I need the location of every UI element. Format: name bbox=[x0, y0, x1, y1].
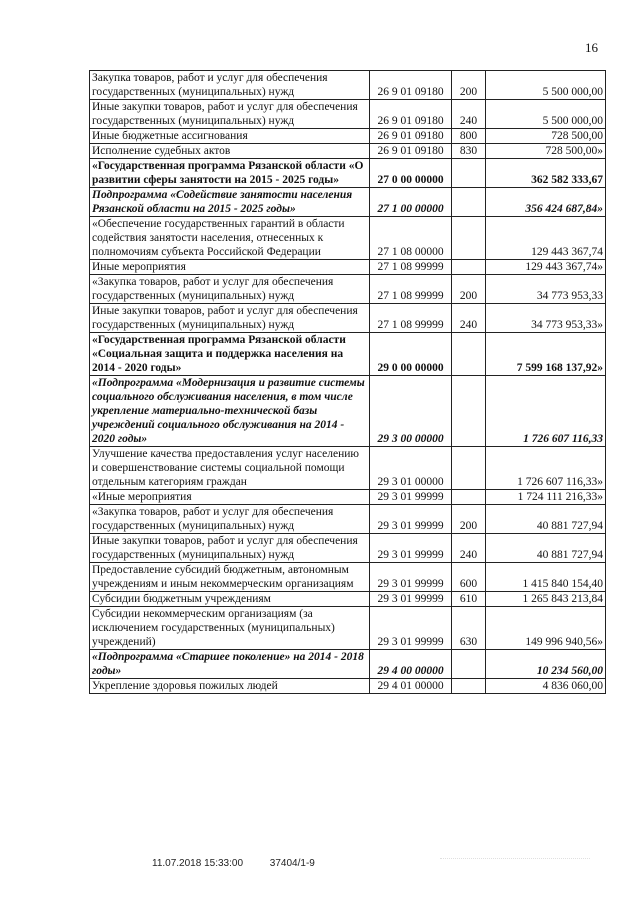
row-name: Субсидии бюджетным учреждениям bbox=[90, 592, 370, 607]
row-code: 26 9 01 09180 bbox=[370, 71, 452, 100]
row-name: «Иные мероприятия bbox=[90, 490, 370, 505]
row-name: Укрепление здоровья пожилых людей bbox=[90, 679, 370, 694]
row-sum: 5 500 000,00 bbox=[486, 71, 606, 100]
table-row bbox=[90, 304, 606, 333]
row-sum: 7 599 168 137,92» bbox=[486, 333, 606, 376]
row-sum: 5 500 000,00 bbox=[486, 100, 606, 129]
row-expense-type bbox=[452, 159, 486, 188]
row-expense-type: 200 bbox=[452, 275, 486, 304]
row-sum: 4 836 060,00 bbox=[486, 679, 606, 694]
row-name: Подпрограмма «Содействие занятости населения Рязанской области на 2015 - 2025 годы» bbox=[90, 188, 370, 217]
table-row bbox=[90, 563, 606, 592]
row-expense-type: 830 bbox=[452, 144, 486, 159]
row-code: 27 1 08 99999 bbox=[370, 304, 452, 333]
row-expense-type: 240 bbox=[452, 100, 486, 129]
row-expense-type bbox=[452, 679, 486, 694]
row-sum: 149 996 940,56» bbox=[486, 607, 606, 650]
row-code: 29 3 01 99999 bbox=[370, 592, 452, 607]
row-expense-type: 200 bbox=[452, 71, 486, 100]
row-name: «Государственная программа Рязанской области «О развитии сферы занятости на 2015 - 2025 годы» bbox=[90, 159, 370, 188]
row-expense-type bbox=[452, 260, 486, 275]
table-row bbox=[90, 275, 606, 304]
footer bbox=[152, 858, 339, 869]
row-name: Иные мероприятия bbox=[90, 260, 370, 275]
row-code: 27 0 00 00000 bbox=[370, 159, 452, 188]
row-expense-type: 800 bbox=[452, 129, 486, 144]
scan-watermark bbox=[440, 858, 590, 869]
table-row bbox=[90, 592, 606, 607]
row-sum: 1 415 840 154,40 bbox=[486, 563, 606, 592]
row-sum: 34 773 953,33 bbox=[486, 275, 606, 304]
table-row bbox=[90, 71, 606, 100]
row-name: Иные закупки товаров, работ и услуг для обеспечения государственных (муниципальных) нужд bbox=[90, 304, 370, 333]
row-name: Субсидии некоммерческим организациям (за исключением государственных (муниципальных) учреждений) bbox=[90, 607, 370, 650]
row-name: Исполнение судебных актов bbox=[90, 144, 370, 159]
row-expense-type bbox=[452, 217, 486, 260]
footer-timestamp: 11.07.2018 15:33:00 bbox=[152, 858, 244, 869]
row-expense-type bbox=[452, 188, 486, 217]
row-sum: 40 881 727,94 bbox=[486, 505, 606, 534]
row-sum: 10 234 560,00 bbox=[486, 650, 606, 679]
row-code: 27 1 00 00000 bbox=[370, 188, 452, 217]
row-code: 27 1 08 00000 bbox=[370, 217, 452, 260]
row-expense-type: 600 bbox=[452, 563, 486, 592]
row-sum: 1 724 111 216,33» bbox=[486, 490, 606, 505]
table-row bbox=[90, 505, 606, 534]
footer-doc-number: 37404/1-9 bbox=[269, 858, 315, 869]
row-expense-type: 200 bbox=[452, 505, 486, 534]
table-row bbox=[90, 188, 606, 217]
row-sum: 728 500,00 bbox=[486, 129, 606, 144]
row-name: Улучшение качества предоставления услуг населению и совершенствование системы социальной помощи отдельным категориям граждан bbox=[90, 447, 370, 490]
table-row bbox=[90, 607, 606, 650]
table-row bbox=[90, 534, 606, 563]
row-name: Иные закупки товаров, работ и услуг для обеспечения государственных (муниципальных) нужд bbox=[90, 100, 370, 129]
row-name: Закупка товаров, работ и услуг для обеспечения государственных (муниципальных) нужд bbox=[90, 71, 370, 100]
row-code: 29 3 01 99999 bbox=[370, 563, 452, 592]
row-name: «Подпрограмма «Старшее поколение» на 2014 - 2018 годы» bbox=[90, 650, 370, 679]
budget-table-body bbox=[90, 71, 606, 694]
page-number: 16 bbox=[585, 40, 598, 55]
row-sum: 129 443 367,74 bbox=[486, 217, 606, 260]
row-code: 29 3 01 99999 bbox=[370, 505, 452, 534]
table-row bbox=[90, 144, 606, 159]
row-code: 29 3 01 00000 bbox=[370, 447, 452, 490]
row-expense-type bbox=[452, 333, 486, 376]
row-expense-type bbox=[452, 447, 486, 490]
row-name: «Государственная программа Рязанской области «Социальная защита и поддержка населения на 2014 - 2020 годы» bbox=[90, 333, 370, 376]
row-expense-type: 240 bbox=[452, 304, 486, 333]
row-name: Иные бюджетные ассигнования bbox=[90, 129, 370, 144]
row-code: 27 1 08 99999 bbox=[370, 260, 452, 275]
row-name: «Подпрограмма «Модернизация и развитие системы социального обслуживания населения, в том числе укрепление материально-технической базы учреждений социального обслуживания на 2014 - 2020 годы» bbox=[90, 376, 370, 447]
row-expense-type bbox=[452, 650, 486, 679]
row-sum: 1 726 607 116,33 bbox=[486, 376, 606, 447]
table-row bbox=[90, 376, 606, 447]
row-sum: 362 582 333,67 bbox=[486, 159, 606, 188]
table-row bbox=[90, 100, 606, 129]
row-code: 29 3 01 99999 bbox=[370, 490, 452, 505]
row-name: «Закупка товаров, работ и услуг для обеспечения государственных (муниципальных) нужд bbox=[90, 275, 370, 304]
row-name: Иные закупки товаров, работ и услуг для обеспечения государственных (муниципальных) нужд bbox=[90, 534, 370, 563]
table-row bbox=[90, 129, 606, 144]
row-sum: 34 773 953,33» bbox=[486, 304, 606, 333]
row-expense-type: 630 bbox=[452, 607, 486, 650]
table-row bbox=[90, 260, 606, 275]
table-row bbox=[90, 159, 606, 188]
table-row bbox=[90, 679, 606, 694]
row-code: 29 4 01 00000 bbox=[370, 679, 452, 694]
row-sum: 1 726 607 116,33» bbox=[486, 447, 606, 490]
row-sum: 728 500,00» bbox=[486, 144, 606, 159]
row-name: «Закупка товаров, работ и услуг для обеспечения государственных (муниципальных) нужд bbox=[90, 505, 370, 534]
row-code: 26 9 01 09180 bbox=[370, 100, 452, 129]
row-code: 29 0 00 00000 bbox=[370, 333, 452, 376]
table-row bbox=[90, 650, 606, 679]
table-row bbox=[90, 490, 606, 505]
row-code: 27 1 08 99999 bbox=[370, 275, 452, 304]
row-sum: 356 424 687,84» bbox=[486, 188, 606, 217]
row-name: Предоставление субсидий бюджетным, автономным учреждениям и иным некоммерческим организациям bbox=[90, 563, 370, 592]
budget-table bbox=[89, 70, 606, 694]
row-expense-type: 240 bbox=[452, 534, 486, 563]
row-sum: 1 265 843 213,84 bbox=[486, 592, 606, 607]
table-row bbox=[90, 217, 606, 260]
row-name: «Обеспечение государственных гарантий в области содействия занятости населения, отнесенных к полномочиям субъекта Российской Федерации bbox=[90, 217, 370, 260]
row-code: 26 9 01 09180 bbox=[370, 129, 452, 144]
row-code: 26 9 01 09180 bbox=[370, 144, 452, 159]
row-expense-type bbox=[452, 376, 486, 447]
row-expense-type bbox=[452, 490, 486, 505]
table-row bbox=[90, 447, 606, 490]
row-expense-type: 610 bbox=[452, 592, 486, 607]
row-code: 29 3 01 99999 bbox=[370, 534, 452, 563]
row-code: 29 3 00 00000 bbox=[370, 376, 452, 447]
row-code: 29 3 01 99999 bbox=[370, 607, 452, 650]
row-sum: 129 443 367,74» bbox=[486, 260, 606, 275]
row-code: 29 4 00 00000 bbox=[370, 650, 452, 679]
table-row bbox=[90, 333, 606, 376]
row-sum: 40 881 727,94 bbox=[486, 534, 606, 563]
